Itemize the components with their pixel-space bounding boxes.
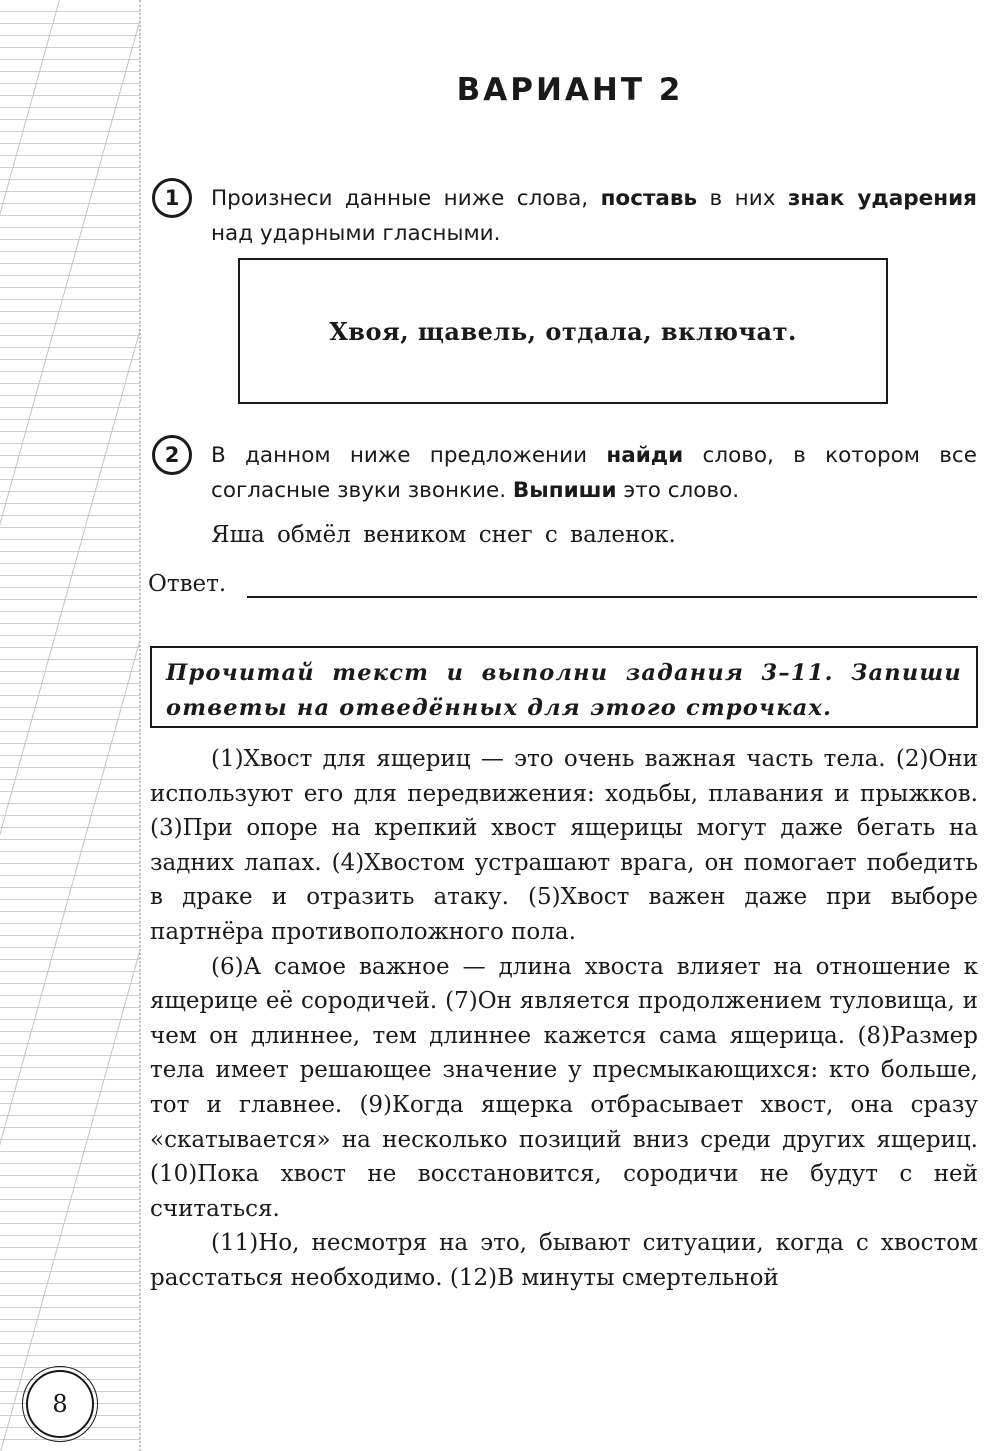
task-2-text-3: это слово. — [616, 478, 740, 503]
reading-instruction-box — [150, 646, 978, 728]
task-2-bold-1: найди — [606, 443, 684, 468]
page-title: ВАРИАНТ 2 — [456, 72, 684, 108]
task-1-text-1: Произнеси данные ниже слова, — [211, 186, 601, 211]
answer-label: Ответ. — [148, 571, 227, 597]
task-1-bold-2: знак ударения — [787, 186, 977, 211]
ruled-margin — [0, 0, 140, 1451]
task-2-sentence: Яша обмёл веником снег с валенок. — [211, 522, 676, 548]
task-2-number: 2 — [152, 435, 192, 475]
task-1-text-3: над ударными гласными. — [211, 221, 501, 246]
task-2-instruction — [211, 438, 977, 508]
task-1-text-2: в них — [697, 186, 788, 211]
paragraph-1: (1)Хвост для ящериц — это очень важная часть тела. (2)Они используют его для передвижения: ходьбы, плавания и прыжков. (3)При опоре на крепкий хвост ящерицы могут даже бегать на задних лапах. (4)Хвостом устрашают врага, он помогает победить в драке и отразить атаку. (5)Хвост важен даже при выборе партнёра противоположного пола. — [150, 746, 978, 945]
page-number: 8 — [26, 1370, 94, 1438]
answer-line[interactable] — [247, 596, 977, 598]
task-2-text-1: В данном ниже предложении — [211, 443, 607, 468]
paragraph-2: (6)А самое важное — длина хвоста влияет на отношение к ящерице её сородичей. (7)Он является продолжением туловища, и чем он длиннее, тем длиннее кажется сама ящерица. (8)Размер тела имеет решающее значение у пресмыкающихся: кто больше, тот и главнее. (9)Когда ящерка отбрасывает хвост, она сразу «скатывается» на несколько позиций вниз среди других ящериц. (10)Пока хвост не восстановится, сородичи не будут с ней считаться. — [150, 953, 978, 1222]
task-1-words-box — [238, 258, 888, 404]
task-1-number: 1 — [152, 178, 192, 218]
reading-text — [150, 742, 978, 1296]
task-1-bold-1: поставь — [600, 186, 698, 211]
margin-slant-lines — [0, 0, 140, 1451]
task-1-words: Хвоя, щавель, отдала, включат. — [329, 316, 797, 346]
task-2-bold-2: Выпиши — [512, 478, 617, 503]
task-2-text-2: слово, в котором все согласные звуки звонкие. — [211, 443, 977, 503]
task-1-instruction — [211, 181, 977, 251]
paragraph-3: (11)Но, несмотря на это, бывают ситуации, когда с хвостом расстаться необходимо. (12)В минуты смертельной — [150, 1230, 978, 1291]
margin-border — [139, 0, 141, 1451]
reading-instruction: Прочитай текст и выполни задания 3–11. Запиши ответы на отведённых для этого строчках. — [166, 660, 962, 721]
